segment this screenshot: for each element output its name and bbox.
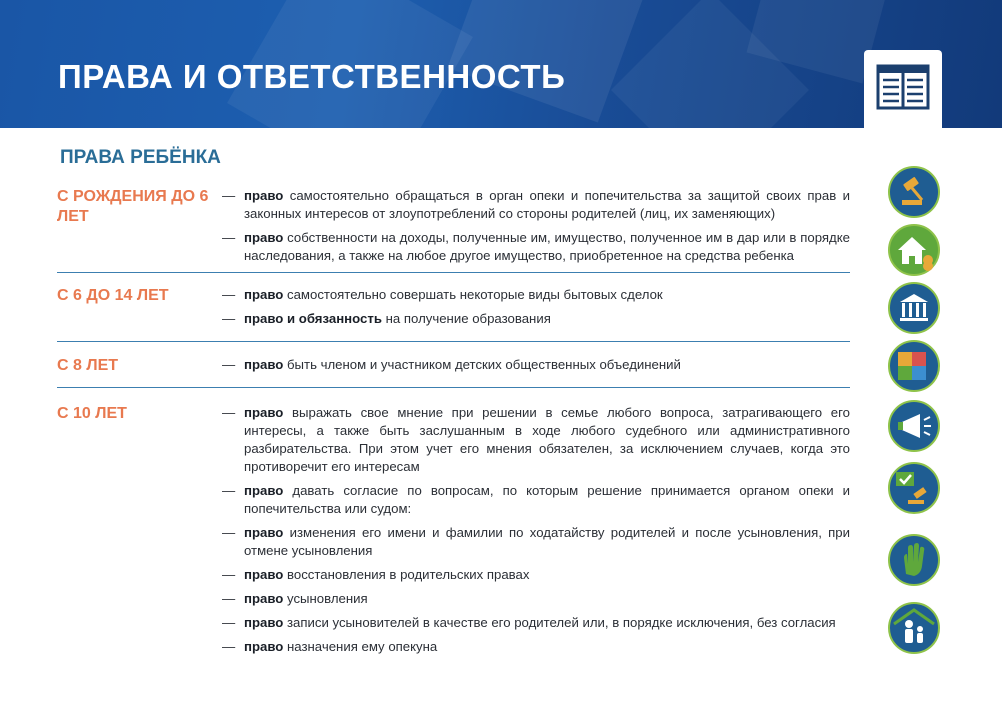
- list-item: — право изменения его имени и фамилии по ходатайству родителей и после усыновления, при отмене усыновления: [222, 525, 850, 558]
- court-building-icon: [888, 282, 940, 334]
- age-row: [57, 286, 850, 336]
- rights-list: [222, 404, 850, 662]
- book-icon: [876, 64, 930, 110]
- list-item: — право собственности на доходы, полученные им, имущество, полученное им в дар или в порядке наследования, а также на любое другое имущество, приобретенное на средства ребенка: [222, 230, 850, 263]
- list-item: — право усыновления: [222, 591, 368, 606]
- list-item: — право самостоятельно совершать некоторые виды бытовых сделок: [222, 287, 663, 302]
- age-label: С РОЖДЕНИЯ ДО 6 ЛЕТ: [57, 188, 209, 225]
- checkbox-gavel-icon: [888, 462, 940, 514]
- age-row: [57, 404, 850, 654]
- gavel-icon: [888, 166, 940, 218]
- list-item: — право самостоятельно обращаться в орган опеки и попечительства за защитой своих прав и законных интересов от злоупотреблений со стороны родителей (лиц, их заменяющих): [222, 188, 850, 221]
- list-item: — право быть членом и участником детских общественных объединений: [222, 357, 681, 372]
- page-title: ПРАВА И ОТВЕТСТВЕННОСТЬ: [58, 58, 566, 95]
- book-tab: [864, 50, 942, 128]
- age-label: С 8 ЛЕТ: [57, 357, 119, 374]
- list-item: — право записи усыновителей в качестве его родителей или, в порядке исключения, без согласия: [222, 615, 836, 630]
- row-divider: [57, 341, 850, 342]
- list-item: — право и обязанность на получение образования: [222, 311, 551, 326]
- puzzle-icon: [888, 340, 940, 392]
- family-home-icon: [888, 602, 940, 654]
- list-item: — право давать согласие по вопросам, по которым решение принимается органом опеки и попечительства или судом:: [222, 483, 850, 516]
- age-row: [57, 356, 850, 384]
- section-title: ПРАВА РЕБЁНКА: [60, 147, 221, 168]
- glove-hand-icon: [888, 534, 940, 586]
- megaphone-icon: [888, 400, 940, 452]
- age-label: С 10 ЛЕТ: [57, 405, 127, 422]
- list-item: — право выражать свое мнение при решении в семье любого вопроса, затрагивающего его интересы, а также быть заслушанным в ходе любого судебного или административного разбирательства. При этом учет его мнения обязателен, за исключением случаев, когда это противоречит его интересам: [222, 405, 850, 474]
- rights-list: [222, 187, 850, 271]
- house-coins-icon: [888, 224, 940, 276]
- row-divider: [57, 272, 850, 273]
- row-divider: [57, 387, 850, 388]
- rights-list: [222, 356, 850, 380]
- list-item: — право восстановления в родительских правах: [222, 567, 530, 582]
- header-banner: [0, 0, 1002, 128]
- age-row: [57, 187, 850, 267]
- age-label: С 6 ДО 14 ЛЕТ: [57, 287, 169, 304]
- list-item: — право назначения ему опекуна: [222, 639, 438, 654]
- rights-list: [222, 286, 850, 334]
